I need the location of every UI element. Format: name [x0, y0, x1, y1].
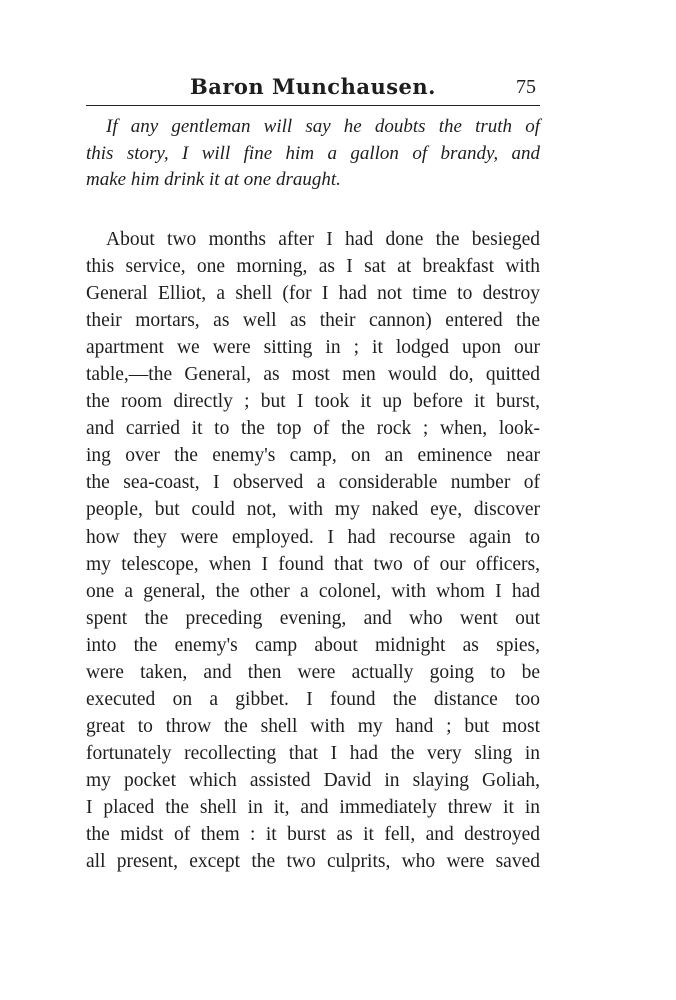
text-line: people, but could not, with my naked eye, discover: [86, 499, 540, 521]
running-title: Baron Munchausen.: [190, 74, 436, 99]
text-line: executed on a gibbet. I found the distance too: [86, 688, 540, 710]
text-line: table,—the General, as most men would do, quitted: [86, 364, 540, 386]
text-line: About two months after I had done the besieged: [106, 229, 540, 250]
italic-verse: [86, 114, 540, 194]
text-line: how they were employed. I had recourse again to: [86, 526, 540, 548]
text-line: my telescope, when I found that two of our officers,: [86, 553, 540, 575]
text-line: the sea-coast, I observed a considerable number of: [86, 472, 540, 494]
running-head: [86, 66, 540, 106]
text-line: I placed the shell in it, and immediately threw it in: [86, 796, 540, 818]
text-line: all present, except the two culprits, who were saved: [86, 851, 540, 873]
text-line: General Elliot, a shell (for I had not time to destroy: [86, 283, 540, 305]
text-line: this service, one morning, as I sat at breakfast with: [86, 256, 540, 278]
text-line: apartment we were sitting in ; it lodged upon our: [86, 337, 540, 359]
text-line: ing over the enemy's camp, on an eminence near: [86, 445, 540, 467]
text-line: their mortars, as well as their cannon) entered the: [86, 310, 540, 332]
text-line: into the enemy's camp about midnight as spies,: [86, 634, 540, 656]
text-line: fortunately recollecting that I had the very sling in: [86, 742, 540, 764]
page-number: 75: [516, 76, 536, 98]
header-rule: [86, 105, 540, 106]
text-line: the midst of them : it burst as it fell, and destroyed: [86, 824, 540, 846]
text-line: my pocket which assisted David in slaying Goliah,: [86, 769, 540, 791]
verse-line: make him drink it at one draught.: [86, 169, 341, 190]
verse-line: If any gentleman will say he doubts the truth of: [106, 116, 540, 137]
text-line: the room directly ; but I took it up before it burst,: [86, 391, 540, 413]
text-line: were taken, and then were actually going to be: [86, 661, 540, 683]
text-line: one a general, the other a colonel, with whom I had: [86, 580, 540, 602]
verse-line: this story, I will fine him a gallon of brandy, and: [86, 142, 540, 164]
text-line: spent the preceding evening, and who went out: [86, 607, 540, 629]
body-paragraph: [86, 226, 540, 875]
text-line: and carried it to the top of the rock ; when, look-: [86, 418, 540, 440]
text-line: great to throw the shell with my hand ; but most: [86, 715, 540, 737]
